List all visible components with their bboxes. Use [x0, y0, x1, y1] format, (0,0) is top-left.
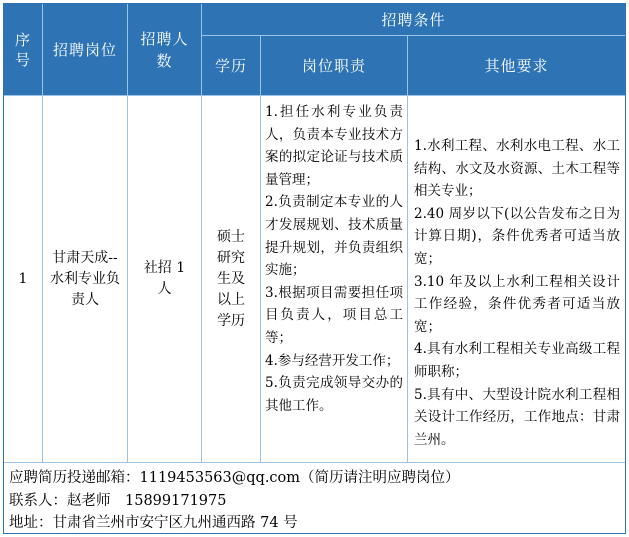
row-position: 甘肃天成--水利专业负责人	[50, 249, 120, 308]
other-item: 5.具有中、大型设计院水利工程相关设计工作经历，工作地点：甘肃兰州。	[414, 386, 620, 448]
row-seq: 1	[18, 271, 28, 287]
duty-item: 4.参与经营开发工作；	[265, 352, 400, 369]
row-count-cell	[128, 96, 201, 462]
header-education-label: 学历	[214, 57, 247, 75]
row-count: 社招 1 人	[143, 260, 186, 297]
row-other-cell	[414, 135, 620, 448]
header-seq-label: 序号	[15, 30, 32, 69]
footer-email: 应聘简历投递邮箱：1119453563@qq.com（简历请注明应聘岗位）	[9, 470, 460, 486]
duty-item: 5.负责完成领导交办的其他工作。	[265, 375, 403, 414]
header-other	[408, 36, 625, 95]
other-item: 2.40 周岁以下(以公告发布之日为计算日期)，条件优秀者可适当放宽；	[414, 205, 620, 267]
header-conditions	[202, 4, 625, 35]
header-count	[128, 4, 201, 95]
header-position-label: 招聘岗位	[52, 41, 117, 59]
table-row	[4, 96, 42, 462]
footer-contact: 联系人：赵老师 15899171975	[9, 493, 227, 509]
header-other-label: 其他要求	[484, 57, 549, 75]
header-seq	[4, 4, 42, 95]
other-item: 4.具有水利工程相关专业高级工程师职称；	[414, 341, 620, 380]
row-position-cell	[43, 96, 127, 462]
other-item: 3.10 年及以上水利工程相关设计工作经验，条件优秀者可适当放宽；	[414, 273, 620, 335]
header-duties	[261, 36, 407, 95]
footer-address: 地址：甘肃省兰州市安宁区九州通西路 74 号	[9, 515, 298, 531]
header-conditions-label: 招聘条件	[381, 11, 446, 29]
row-education-cell	[202, 96, 260, 462]
header-count-label: 招聘人数	[140, 29, 189, 70]
other-item: 1.水利工程、水利水电工程、水工结构、水文及水资源、土木工程等相关专业；	[414, 138, 620, 200]
row-education: 硕士研究生及以上学历	[217, 228, 245, 329]
row-duties-cell	[265, 101, 403, 459]
header-position	[43, 4, 127, 95]
duty-item: 3.根据项目需要担任项目负责人，项目总工等；	[265, 284, 403, 346]
header-education	[202, 36, 260, 95]
header-duties-label: 岗位职责	[301, 57, 366, 75]
duty-item: 1.担任水利专业负责人，负责本专业技术方案的拟定论证与技术质量管理；	[265, 104, 403, 188]
duty-item: 2.负责制定本专业的人才发展规划、技术质量提升规划，并负责组织实施；	[265, 194, 403, 279]
